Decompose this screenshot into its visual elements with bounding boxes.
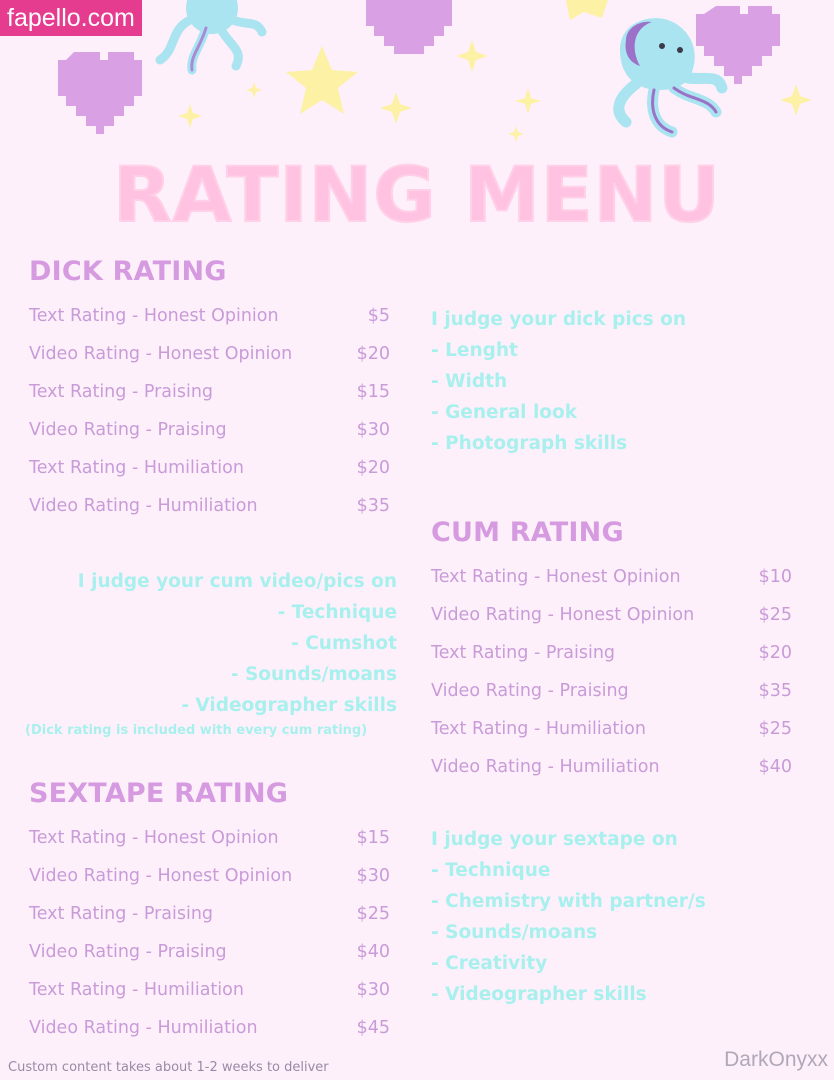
item-label: Video Rating - Humiliation: [29, 496, 258, 516]
judge-item: - Creativity: [431, 953, 548, 974]
page-title: RATING MENU: [113, 150, 721, 239]
dick-rating-heading: DICK RATING: [29, 256, 227, 287]
watermark: fapello.com: [0, 0, 142, 36]
item-price: $20: [356, 344, 390, 364]
item-label: Video Rating - Humiliation: [431, 757, 660, 777]
judge-item: - Width: [431, 371, 508, 392]
price-row: [431, 565, 792, 589]
item-label: Text Rating - Honest Opinion: [431, 567, 681, 587]
price-row: [431, 679, 792, 703]
item-label: Text Rating - Praising: [431, 643, 616, 663]
item-price: $20: [356, 458, 390, 478]
item-price: $30: [356, 866, 390, 886]
price-row: [29, 304, 390, 328]
judge-item: - Videographer skills: [431, 984, 647, 1005]
price-row: [29, 978, 390, 1002]
judge-item: - Sounds/moans: [431, 922, 598, 943]
price-row: [29, 342, 390, 366]
item-price: $10: [758, 567, 792, 587]
pixel-heart-icon: [366, 0, 452, 54]
item-label: Video Rating - Honest Opinion: [431, 605, 695, 625]
judge-item: - Cumshot: [291, 633, 397, 654]
item-label: Video Rating - Praising: [29, 420, 227, 440]
item-price: $5: [367, 306, 390, 326]
price-row: [431, 755, 792, 779]
star-icon: [566, 0, 608, 20]
cum-judge-list: [78, 566, 397, 721]
judge-title: I judge your sextape on: [431, 829, 678, 850]
pixel-heart-icon: [58, 52, 142, 134]
judge-item: - Technique: [277, 602, 397, 623]
item-price: $40: [758, 757, 792, 777]
cum-rating-heading: CUM RATING: [431, 517, 624, 548]
price-row: [29, 902, 390, 926]
item-price: $15: [356, 382, 390, 402]
judge-item: - Photograph skills: [431, 433, 628, 454]
price-row: [431, 641, 792, 665]
footer-note: Custom content takes about 1-2 weeks to deliver: [8, 1060, 329, 1075]
octopus-icon: [160, 0, 262, 70]
item-price: $35: [758, 681, 792, 701]
item-label: Text Rating - Honest Opinion: [29, 306, 279, 326]
item-price: $25: [758, 605, 792, 625]
item-price: $45: [356, 1018, 390, 1038]
cum-note: (Dick rating is included with every cum rating): [25, 723, 368, 738]
item-price: $30: [356, 980, 390, 1000]
price-row: [29, 380, 390, 404]
item-price: $25: [758, 719, 792, 739]
item-label: Text Rating - Humiliation: [29, 980, 244, 1000]
item-price: $30: [356, 420, 390, 440]
item-price: $40: [356, 942, 390, 962]
price-row: [29, 864, 390, 888]
item-price: $20: [758, 643, 792, 663]
judge-item: - Sounds/moans: [230, 664, 397, 685]
judge-item: - Lenght: [431, 340, 518, 361]
judge-title: I judge your cum video/pics on: [77, 571, 397, 592]
item-price: $15: [356, 828, 390, 848]
price-row: [29, 1016, 390, 1040]
item-label: Video Rating - Praising: [29, 942, 227, 962]
item-label: Text Rating - Humiliation: [431, 719, 646, 739]
item-price: $35: [356, 496, 390, 516]
sextape-judge-list: [431, 824, 706, 1010]
item-label: Text Rating - Praising: [29, 382, 214, 402]
judge-item: - General look: [431, 402, 578, 423]
item-label: Text Rating - Honest Opinion: [29, 828, 279, 848]
judge-item: - Technique: [431, 860, 551, 881]
sextape-rating-heading: SEXTAPE RATING: [29, 778, 289, 809]
price-row: [431, 717, 792, 741]
pixel-heart-icon: [696, 6, 780, 84]
price-row: [29, 826, 390, 850]
item-price: $25: [356, 904, 390, 924]
star-icon: [286, 46, 358, 114]
item-label: Video Rating - Humiliation: [29, 1018, 258, 1038]
price-row: [431, 603, 792, 627]
item-label: Text Rating - Humiliation: [29, 458, 244, 478]
signature: DarkOnyxx: [724, 1048, 828, 1071]
item-label: Text Rating - Praising: [29, 904, 214, 924]
price-row: [29, 418, 390, 442]
item-label: Video Rating - Honest Opinion: [29, 866, 293, 886]
item-label: Video Rating - Honest Opinion: [29, 344, 293, 364]
judge-title: I judge your dick pics on: [431, 309, 686, 330]
dick-judge-list: [431, 304, 686, 459]
price-row: [29, 456, 390, 480]
judge-item: - Videographer skills: [181, 695, 397, 716]
judge-item: - Chemistry with partner/s: [431, 891, 706, 912]
price-row: [29, 494, 390, 518]
price-row: [29, 940, 390, 964]
item-label: Video Rating - Praising: [431, 681, 629, 701]
